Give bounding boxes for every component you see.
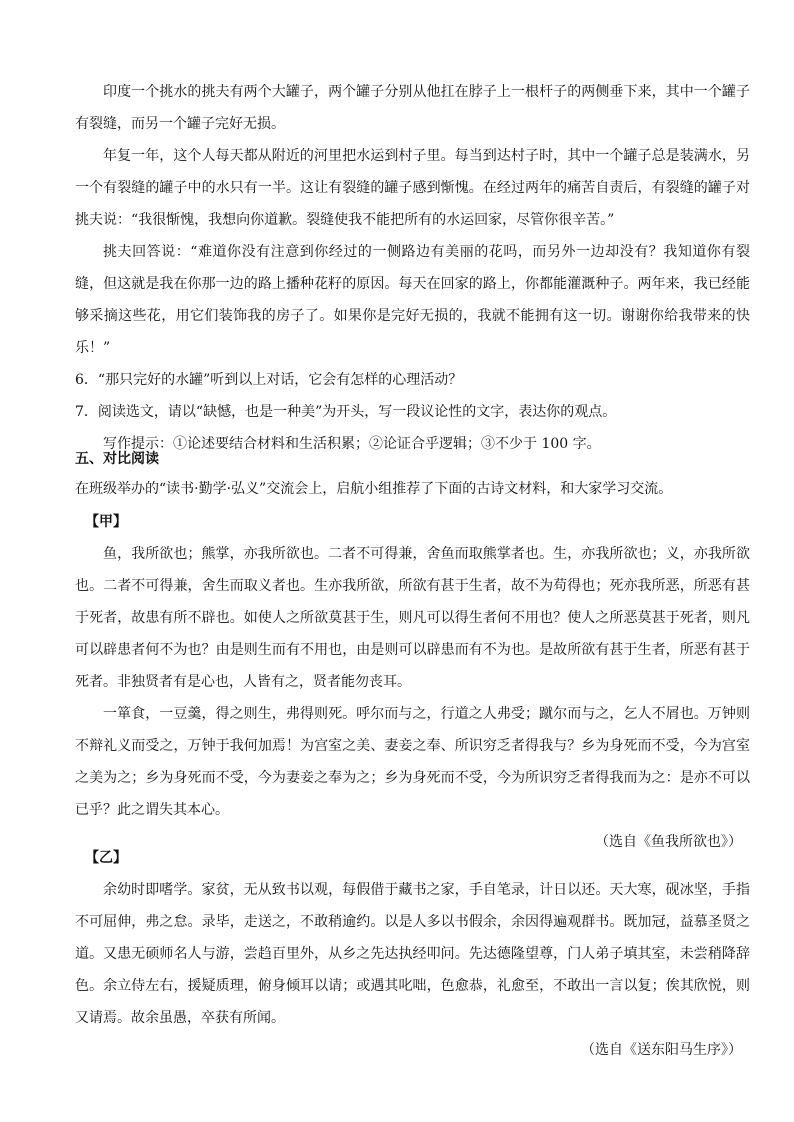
writing-hint: 写作提示：①论述要结合材料和生活积累；②论证合乎逻辑；③不少于 100 字。 (103, 436, 601, 452)
story-paragraph-1: 印度一个挑水的挑夫有两个大罐子，两个罐子分别从他扛在脖子上一根杆子的两侧垂下来，其中一个罐子有裂缝，而另一个罐子完好无损。 (75, 84, 750, 132)
passage-jia-paragraph-2: 一箪食，一豆羹，得之则生，弗得则死。呼尔而与之，行道之人弗受；蹴尔而与之，乞人不屑也。万钟则不辩礼义而受之，万钟于我何加焉！为宫室之美、妻妾之奉、所识穷乏者得我与？乡为身死而不受，今为宫室之美为之；乡为身死而不受，今为妻妾之奉为之；乡为身死而不受，今为所识穷乏者得我而为之：是亦不可以已乎？此之谓失其本心。 (75, 706, 750, 818)
passage-yi (75, 842, 750, 1066)
question-6: 6．“那只完好的水罐”听到以上对话，它会有怎样的心理活动？ (75, 372, 463, 388)
passage-yi-label: 【乙】 (85, 850, 127, 866)
passage-jia-source: （选自《鱼我所欲也》） (595, 834, 742, 850)
question-7: 7．阅读选文，请以“缺憾，也是一种美”为开头，写一段议论性的文字，表达你的观点。 (75, 404, 617, 420)
passage-jia (75, 506, 750, 858)
section-5-title: 五、对比阅读 (75, 451, 159, 467)
passage-jia-label: 【甲】 (85, 514, 127, 530)
story-paragraph-2: 年复一年，这个人每天都从附近的河里把水运到村子里。每当到达村子时，其中一个罐子总是装满水，另一个有裂缝的罐子中的水只有一半。这让有裂缝的罐子感到惭愧。在经过两年的痛苦自责后，有裂缝的罐子对挑夫说：“我很惭愧，我想向你道歉。裂缝使我不能把所有的水运回家，尽管你很辛苦。” (75, 148, 750, 228)
passage-jia-paragraph-1: 鱼，我所欲也；熊掌，亦我所欲也。二者不可得兼，舍鱼而取熊掌者也。生，亦我所欲也；义，亦我所欲也。二者不可得兼，舍生而取义者也。生亦我所欲，所欲有甚于生者，故不为苟得也；死亦我所恶，所恶有甚于死者，故患有所不辟也。如使人之所欲莫甚于生，则凡可以得生者何不用也？使人之所恶莫甚于死者，则凡可以辟患者何不为也？由是则生而有不用也，由是则可以辟患而有不为也。是故所欲有甚于生者，所恶有甚于死者。非独贤者有是心也，人皆有之，贤者能勿丧耳。 (75, 546, 750, 690)
passage-yi-source: （选自《送东阳马生序》） (581, 1042, 742, 1058)
passage-yi-paragraph-1: 余幼时即嗜学。家贫，无从致书以观，每假借于藏书之家，手自笔录，计日以还。天大寒，砚冰坚，手指不可屈伸，弗之怠。录毕，走送之，不敢稍逾约。以是人多以书假余，余因得遍观群书。既加冠，益慕圣贤之道。又患无硕师名人与游，尝趋百里外，从乡之先达执经叩问。先达德隆望尊，门人弟子填其室，未尝稍降辞色。余立侍左右，援疑质理，俯身倾耳以请；或遇其叱咄，色愈恭，礼愈至，不敢出一言以复；俟其欣悦，则又请焉。故余虽愚，卒获有所闻。 (75, 882, 750, 1026)
story-section (75, 76, 750, 460)
section-5 (75, 444, 750, 504)
story-paragraph-3: 挑夫回答说：“难道你没有注意到你经过的一侧路边有美丽的花吗，而另外一边却没有？我知道你有裂缝，但这就是我在你那一边的路上播种花籽的原因。每天在回家的路上，你都能灌溉种子。两年来，我已经能够采摘这些花，用它们装饰我的房子了。如果你是完好无损的，我就不能拥有这一切。谢谢你给我带来的快乐！” (75, 244, 750, 356)
section-5-intro: 在班级举办的“读书·勤学·弘义”交流会上，启航小组推荐了下面的古诗文材料，和大家学习交流。 (75, 481, 673, 497)
